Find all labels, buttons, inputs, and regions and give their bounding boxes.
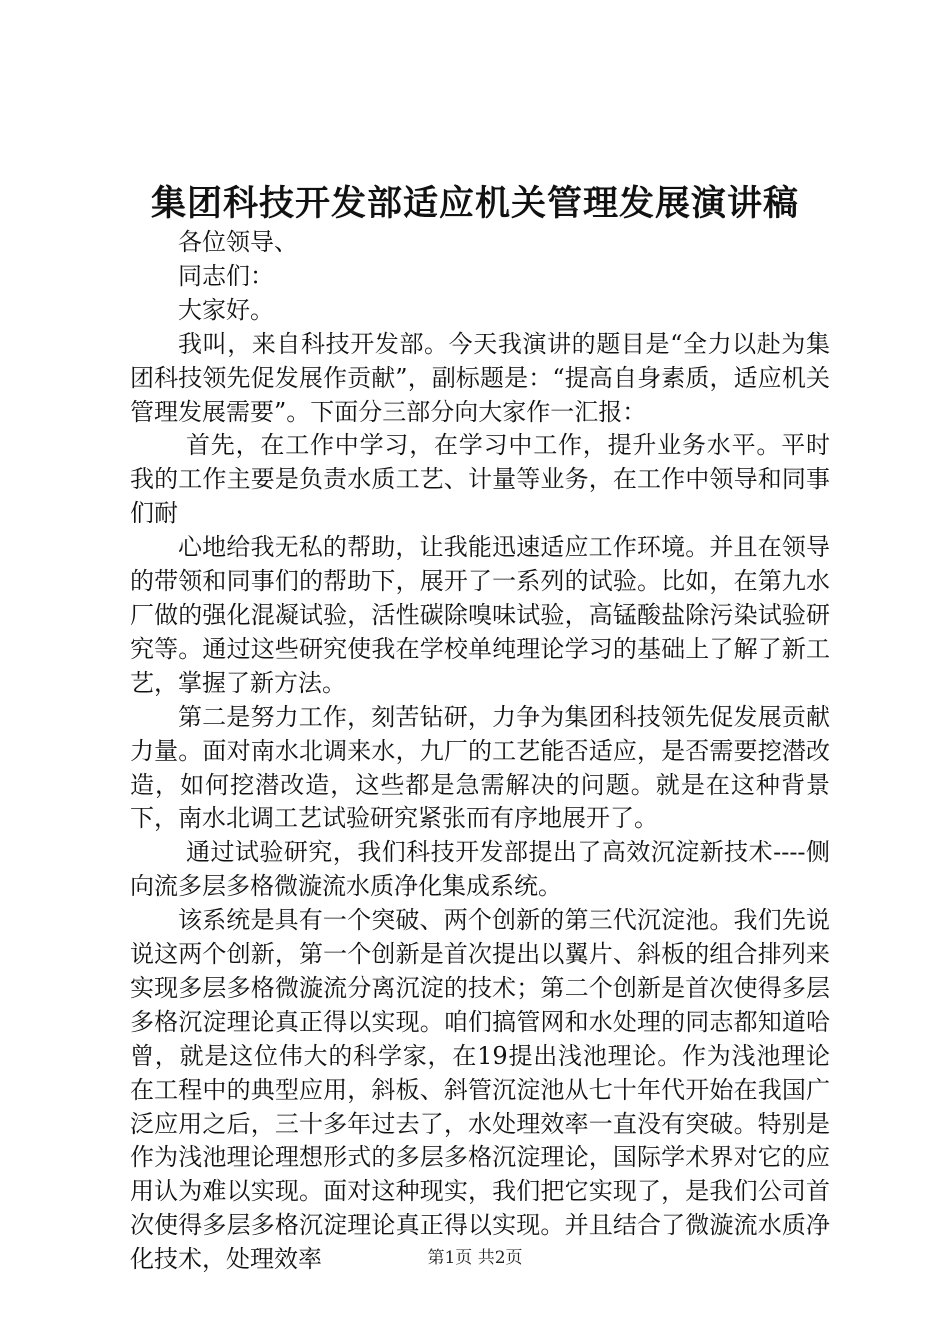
- paragraph-first-continued: 心地给我无私的帮助，让我能迅速适应工作环境。并且在领导的带领和同事们的帮助下，展开了一系列的试验。比如，在第九水厂做的强化混凝试验，活性碳除嗅味试验，高锰酸盐除污染试验研究等。通过这些研究使我在学校单纯理论学习的基础上了解了新工艺，掌握了新方法。: [130, 533, 830, 697]
- paragraph-second: 第二是努力工作，刻苦钻研，力争为集团科技领先促发展贡献力量。面对南水北调来水，九厂的工艺能否适应，是否需要挖潜改造，如何挖潜改造，这些都是急需解决的问题。就是在这种背景下，南水北调工艺试验研究紧张而有序地展开了。: [130, 702, 830, 833]
- paragraph-technology: 通过试验研究，我们科技开发部提出了高效沉淀新技术----侧向流多层多格微漩流水质净化集成系统。: [130, 838, 830, 901]
- paragraph-intro: 我叫，来自科技开发部。今天我演讲的题目是“全力以赴为集团科技领先促发展作贡献”，副标题是：“提高自身素质，适应机关管理发展需要”。下面分三部分向大家作一汇报：: [130, 329, 830, 426]
- document-title: 集团科技开发部适应机关管理发展演讲稿: [150, 183, 799, 224]
- paragraph-first: 首先，在工作中学习，在学习中工作，提升业务水平。平时我的工作主要是负责水质工艺、计量等业务，在工作中领导和同事们耐: [130, 431, 830, 528]
- salutation-leaders: 各位领导、: [178, 228, 298, 256]
- document-body: [130, 226, 830, 1277]
- paragraph-system: 该系统是具有一个突破、两个创新的第三代沉淀池。我们先说说这两个创新，第一个创新是首次提出以翼片、斜板的组合排列来实现多层多格微漩流分离沉淀的技术；第二个创新是首次使得多层多格沉淀理论真正得以实现。咱们搞管网和水处理的同志都知道哈曾，就是这位伟大的科学家，在19提出浅池理论。作为浅池理论在工程中的典型应用，斜板、斜管沉淀池从七十年代开始在我国广泛应用之后，三十多年过去了，水处理效率一直没有突破。特别是作为浅池理论理想形式的多层多格沉淀理论，国际学术界对它的应用认为难以实现。面对这种现实，我们把它实现了，是我们公司首次使得多层多格沉淀理论真正得以实现。并且结合了微漩流水质净化技术，处理效率: [130, 906, 830, 1274]
- page-number-footer: 第1页 共2页: [427, 1248, 523, 1268]
- salutation-comrades: 同志们：: [178, 261, 274, 290]
- greeting: 大家好。: [178, 295, 274, 324]
